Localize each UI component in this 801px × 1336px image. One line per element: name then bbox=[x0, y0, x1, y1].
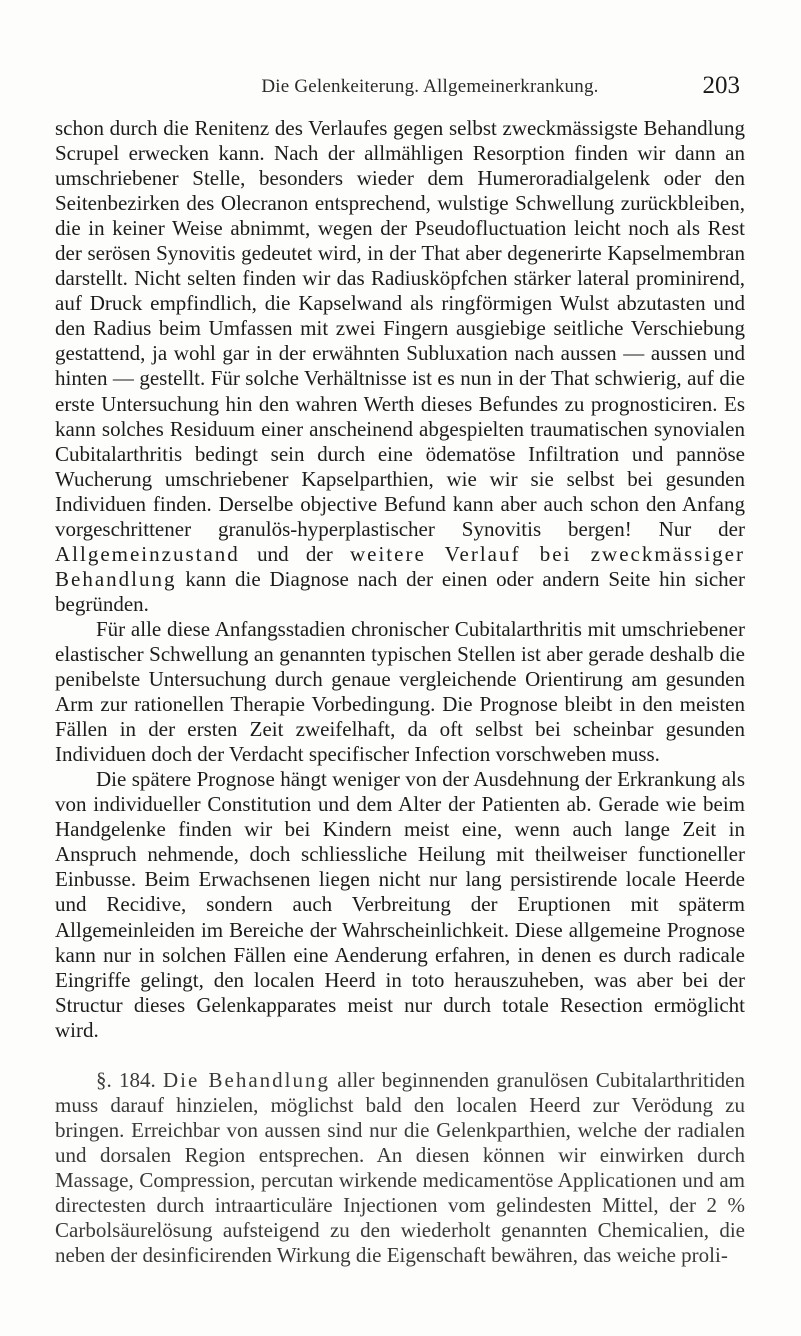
running-head: Die Gelenkeiterung. Allgemeinerkrankung. bbox=[261, 76, 599, 97]
paragraph-1-text: schon durch die Renitenz des Verlaufes gegen selbst zweckmässigste Behandlung Scrupel erwecken kann. Nach der allmähligen Resorption finden wir dann an umschriebener Stelle, besonders wieder dem Humeroradialgelenk oder den Seitenbezirken des Olecranon entsprechend, wulstige Schwellung zurückbleiben, die in keiner Weise abnimmt, wegen der Pseudofluctuation leicht noch als Rest der serösen Synovitis gedeutet wird, in der That aber degenerirte Kapselmembran darstellt. Nicht selten finden wir das Radiusköpfchen stärker lateral prominirend, auf Druck empfindlich, die Kapselwand als ringförmigen Wulst abzutasten und den Radius beim Umfassen mit zwei Fingern ausgiebige seitliche Verschiebung gestattend, ja wohl gar in der erwähnten Subluxation nach aussen — aussen und hinten — gestellt. Für solche Verhältnisse ist es nun in der That schwierig, auf die erste Untersuchung hin den wahren Werth dieses Befundes zu prognosticiren. Es kann solches Residuum einer anscheinend abgespielten traumatischen synovialen Cubitalarthritis bedingt sein durch eine ödematöse Infiltration und pannöse Wucherung umschriebener Kapselparthien, wie wir sie selbst bei gesunden Individuen finden. Derselbe objective Befund kann aber auch schon den Anfang vorgeschrittener granulös-hyperplastischer Synovitis bergen! Nur der bbox=[55, 116, 745, 541]
emphasis-weitere-verlauf: weitere Verlauf bei zweckmässiger Behandlung bbox=[55, 541, 745, 591]
paragraph-4 bbox=[55, 1068, 745, 1268]
page-number: 203 bbox=[702, 72, 740, 99]
paragraph-1-connector: und der bbox=[239, 541, 350, 566]
emphasis-behandlung: Die Behandlung bbox=[162, 1067, 331, 1092]
emphasis-allgemeinzustand: Allgemeinzustand bbox=[55, 541, 240, 566]
paragraph-3: Die spätere Prognose hängt weniger von der Ausdehnung der Erkrankung als von individueller Constitution und dem Alter der Patienten ab. Gerade wie beim Handgelenke finden wir bei Kindern meist eine, wenn auch lange Zeit in Anspruch nehmende, doch schliessliche Heilung mit theilweiser functioneller Einbusse. Beim Erwachsenen liegen nicht nur lang persistirende locale Heerde und Recidive, sondern auch Verbreitung der Eruptionen mit späterm Allgemeinleiden im Bereiche der Wahrscheinlichkeit. Diese allgemeine Prognose kann nur in solchen Fällen eine Aenderung erfahren, in denen es durch radicale Eingriffe gelingt, den localen Heerd in toto herauszuheben, was aber bei der Structur dieses Gelenkapparates meist nur durch totale Resection ermöglicht wird. bbox=[55, 767, 745, 1042]
paragraph-1 bbox=[55, 116, 745, 617]
body-text bbox=[55, 116, 745, 1268]
paragraph-4-text: aller beginnenden granulösen Cubitalarthritiden muss darauf hinzielen, möglichst bald den localen Heerd zur Verödung zu bringen. Erreichbar von aussen sind nur die Gelenkparthien, welche der radialen und dorsalen Region entsprechen. An diesen können wir einwirken durch Massage, Compression, percutan wirkende medicamentöse Applicationen und am directesten durch intraarticuläre Injectionen vom gelindesten Mittel, der 2 % Carbolsäurelösung aufsteigend zu den wiederholt genannten Chemicalien, die neben der desinficirenden Wirkung die Eigenschaft bewähren, das weiche proli- bbox=[55, 1067, 745, 1268]
paragraph-1-end: kann die Diagnose nach der einen oder andern Seite hin sicher begründen. bbox=[55, 566, 745, 616]
section-number: §. 184. bbox=[96, 1067, 156, 1092]
page-header bbox=[60, 72, 740, 102]
paragraph-2: Für alle diese Anfangsstadien chronischer Cubitalarthritis mit umschriebener elastischer Schwellung an genannten typischen Stellen ist aber gerade deshalb die penibelste Untersuchung durch genaue vergleichende Orientirung am gesunden Arm zur rationellen Therapie Vorbedingung. Die Prognose bleibt in den meisten Fällen in der ersten Zeit zweifelhaft, da oft selbst bei scheinbar gesunden Individuen doch der Verdacht specifischer Infection vorschweben muss. bbox=[55, 616, 745, 767]
